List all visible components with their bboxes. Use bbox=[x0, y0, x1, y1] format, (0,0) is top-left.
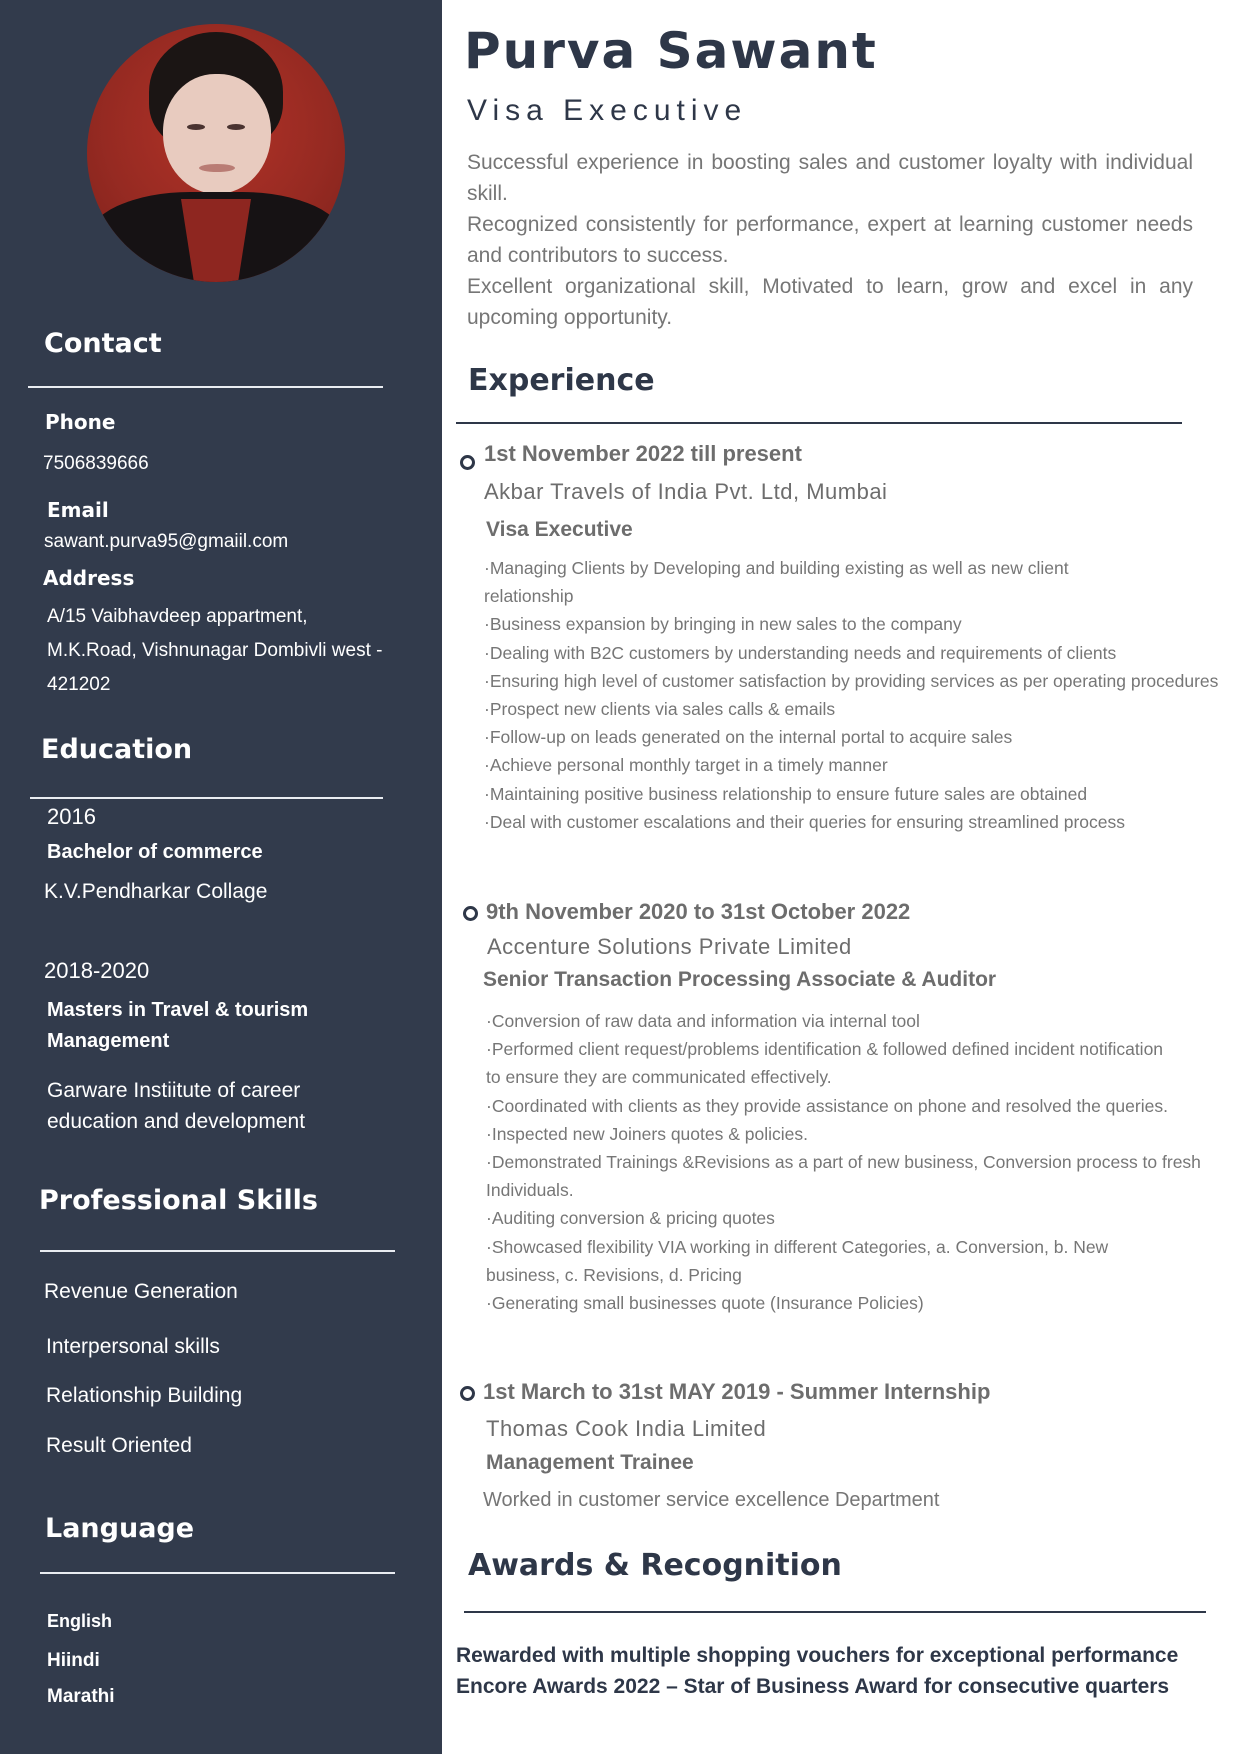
job-company: Accenture Solutions Private Limited bbox=[487, 934, 852, 959]
job-bullet: ·Follow-up on leads generated on the internal portal to acquire sales bbox=[484, 727, 1013, 748]
summary-line: Excellent organizational skill, Motivated to learn, grow and excel in any upcoming opportunity. bbox=[467, 275, 1193, 329]
job-bullet: ·Dealing with B2C customers by understanding needs and requirements of clients bbox=[484, 642, 1117, 663]
language-item: English bbox=[47, 1611, 113, 1631]
phone-value[interactable]: 7506839666 bbox=[43, 453, 149, 474]
job-bullet: ·Business expansion by bringing in new sales to the company bbox=[484, 614, 962, 635]
job-bullet: ·Showcased flexibility VIA working in different Categories, a. Conversion, b. New business, c. Revisions, d. Pricing bbox=[486, 1236, 1109, 1285]
job-bullet: ·Deal with customer escalations and their queries for ensuring streamlined process bbox=[484, 811, 1125, 832]
phone-label: Phone bbox=[45, 410, 116, 434]
job-bullet: ·Inspected new Joiners quotes & policies. bbox=[486, 1123, 808, 1144]
timeline-dot-icon bbox=[460, 455, 475, 470]
education-institution: K.V.Pendharkar Collage bbox=[44, 880, 268, 903]
education-degree-line-1: Masters in Travel & tourism bbox=[47, 999, 309, 1021]
job-bullet: ·Demonstrated Trainings &Revisions as a part of new business, Conversion process to fresh Individuals. bbox=[486, 1152, 1201, 1201]
contact-divider bbox=[28, 386, 383, 388]
skill-item: Result Oriented bbox=[46, 1434, 192, 1457]
profile-summary bbox=[467, 147, 1193, 333]
timeline-dot-icon bbox=[463, 906, 478, 921]
profile-photo bbox=[87, 24, 345, 282]
address-line-1: A/15 Vaibhavdeep appartment, bbox=[47, 606, 308, 627]
job-bullet: ·Managing Clients by Developing and building existing as well as new client relationship bbox=[484, 558, 1069, 607]
job-bullet: ·Performed client request/problems identification & followed defined incident notification to ensure they are communicated effectively. bbox=[486, 1039, 1164, 1088]
job-date: 9th November 2020 to 31st October 2022 bbox=[486, 899, 911, 924]
language-heading: Language bbox=[45, 1513, 195, 1544]
language-item: Hiindi bbox=[47, 1650, 100, 1671]
education-heading: Education bbox=[41, 734, 193, 765]
job-bullet: ·Generating small businesses quote (Insurance Policies) bbox=[486, 1293, 924, 1314]
sidebar bbox=[0, 0, 442, 1754]
email-label: Email bbox=[47, 498, 109, 522]
photo-mouth bbox=[199, 164, 235, 172]
experience-divider bbox=[456, 422, 1182, 424]
candidate-name: Purva Sawant bbox=[464, 22, 878, 80]
job-bullets bbox=[484, 554, 1241, 836]
email-value[interactable]: sawant.purva95@gmaiil.com bbox=[44, 531, 289, 552]
skill-item: Relationship Building bbox=[46, 1384, 243, 1407]
photo-eye-left bbox=[187, 124, 205, 130]
education-year: 2016 bbox=[47, 804, 96, 829]
skills-divider bbox=[40, 1250, 395, 1252]
job-date: 1st November 2022 till present bbox=[484, 441, 802, 466]
skills-heading: Professional Skills bbox=[39, 1185, 318, 1216]
job-bullet: ·Prospect new clients via sales calls & emails bbox=[484, 699, 836, 720]
awards-heading: Awards & Recognition bbox=[468, 1548, 842, 1583]
language-divider bbox=[40, 1572, 395, 1574]
awards-divider bbox=[464, 1611, 1206, 1613]
job-bullet: ·Conversion of raw data and information via internal tool bbox=[486, 1011, 920, 1031]
job-title: Management Trainee bbox=[486, 1451, 694, 1474]
award-item: Rewarded with multiple shopping vouchers for exceptional performance bbox=[456, 1644, 1179, 1667]
summary-line: Recognized consistently for performance, expert at learning customer needs and contributors to success. bbox=[467, 213, 1193, 267]
skill-item: Revenue Generation bbox=[44, 1280, 238, 1303]
address-line-2: M.K.Road, Vishnunagar Dombivli west - bbox=[47, 640, 383, 661]
address-label: Address bbox=[43, 566, 135, 590]
job-bullet: ·Achieve personal monthly target in a timely manner bbox=[484, 755, 888, 776]
photo-face bbox=[163, 74, 271, 194]
job-description: Worked in customer service excellence Department bbox=[483, 1489, 940, 1511]
job-title: Senior Transaction Processing Associate & Auditor bbox=[483, 968, 997, 991]
photo-eye-right bbox=[227, 124, 245, 130]
education-degree: Bachelor of commerce bbox=[47, 841, 263, 863]
skill-item: Interpersonal skills bbox=[46, 1335, 220, 1358]
job-title: Visa Executive bbox=[486, 518, 633, 541]
education-institution-line-1: Garware Instiitute of career bbox=[47, 1079, 301, 1102]
job-bullet: ·Auditing conversion & pricing quotes bbox=[486, 1208, 775, 1229]
job-bullet: ·Maintaining positive business relationship to ensure future sales are obtained bbox=[484, 783, 1088, 804]
main-content bbox=[442, 0, 1241, 1754]
job-date: 1st March to 31st MAY 2019 - Summer Internship bbox=[483, 1379, 991, 1404]
education-divider bbox=[30, 797, 383, 799]
language-item: Marathi bbox=[47, 1686, 115, 1707]
job-bullets bbox=[486, 1007, 1241, 1317]
education-institution-line-2: education and development bbox=[47, 1110, 306, 1133]
job-bullet: ·Ensuring high level of customer satisfaction by providing services as per operating procedures bbox=[484, 670, 1219, 691]
address-line-3: 421202 bbox=[47, 674, 111, 695]
education-degree-line-2: Management bbox=[47, 1030, 170, 1052]
experience-heading: Experience bbox=[468, 363, 655, 398]
award-item: Encore Awards 2022 – Star of Business Award for consecutive quarters bbox=[456, 1675, 1170, 1698]
job-company: Akbar Travels of India Pvt. Ltd, Mumbai bbox=[484, 479, 888, 504]
job-company: Thomas Cook India Limited bbox=[486, 1416, 767, 1441]
contact-heading: Contact bbox=[44, 328, 162, 359]
candidate-role: Visa Executive bbox=[467, 94, 748, 127]
timeline-dot-icon bbox=[460, 1386, 475, 1401]
job-bullet: ·Coordinated with clients as they provide assistance on phone and resolved the queries. bbox=[486, 1095, 1168, 1116]
summary-line: Successful experience in boosting sales and customer loyalty with individual skill. bbox=[467, 151, 1193, 205]
education-year: 2018-2020 bbox=[44, 958, 150, 983]
